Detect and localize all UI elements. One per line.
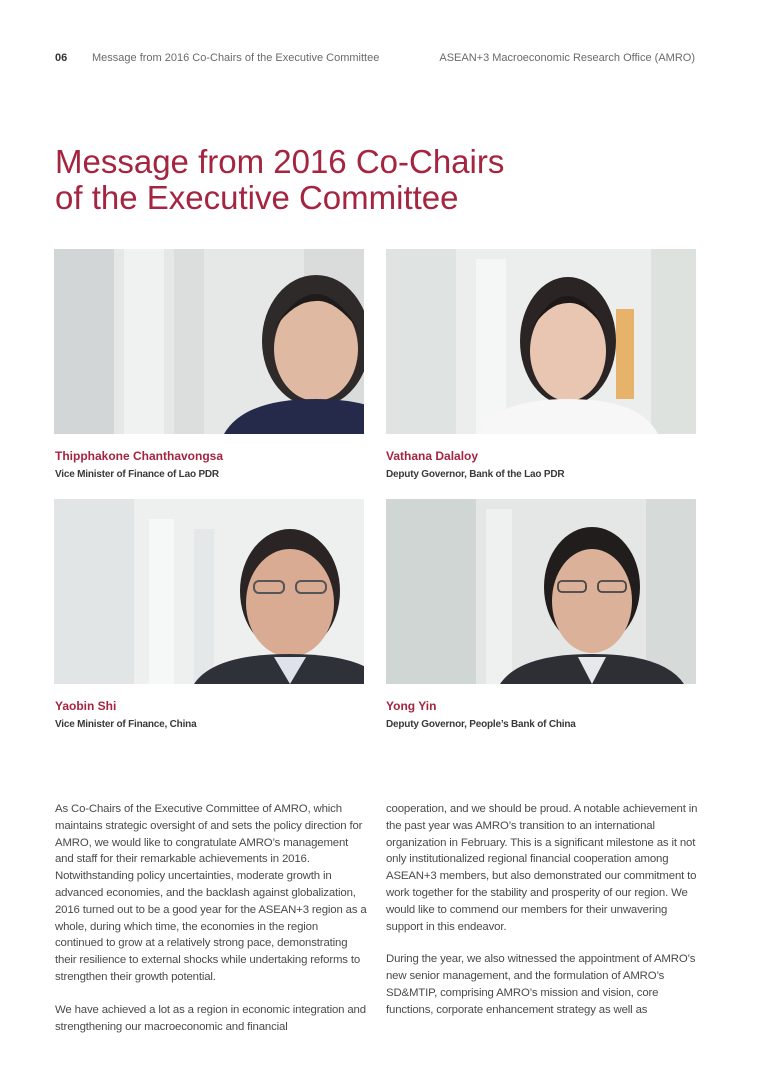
- person-role-1: Vice Minister of Finance of Lao PDR: [55, 469, 219, 480]
- person-name-2: Vathana Dalaloy: [386, 449, 479, 463]
- person-name-1: Thipphakone Chanthavongsa: [55, 449, 224, 463]
- page-number: 06: [55, 52, 68, 64]
- page-title: [55, 144, 655, 216]
- person-name-3: Yaobin Shi: [55, 699, 117, 713]
- paragraph: We have achieved a lot as a region in economic integration and strengthening our macroeconomic and financial: [55, 1003, 366, 1033]
- paragraph: cooperation, and we should be proud. A notable achievement in the past year was AMRO’s transition to an international organization in February. This is a significant milestone as it not only institutionalized regional financial cooperation among ASEAN+3 members, but also demonstrated our commitment to work together for the stability and prosperity of our region. We would like to commend our members for their unwavering support in this endeavor.: [386, 803, 698, 933]
- page-title-line-2: of the Executive Committee: [55, 179, 459, 216]
- portrait-vathana: [386, 249, 696, 434]
- body-column-left: [55, 801, 367, 1051]
- running-title: Message from 2016 Co-Chairs of the Executive Committee: [92, 52, 380, 64]
- paragraph: As Co-Chairs of the Executive Committee of AMRO, which maintains strategic oversight of and sets the policy direction for AMRO, we would like to congratulate AMRO’s management and staff for their remarkable achievements in 2016. Notwithstanding policy uncertainties, moderate growth in advanced economies, and the backlash against globalization, 2016 turned out to be a good year for the ASEAN+3 region as a whole, during which time, the economies in the region continued to grow at a relatively strong pace, demonstrating their resilience to external shocks while undertaking reforms to strengthen their growth potential.: [55, 803, 367, 983]
- portrait-yaobin: [54, 499, 364, 684]
- person-role-2: Deputy Governor, Bank of the Lao PDR: [386, 469, 565, 480]
- paragraph: During the year, we also witnessed the appointment of AMRO’s new senior management, and the formulation of AMRO’s SD&MTIP, comprising AMRO’s mission and vision, core functions, corporate enhancement strategy as well as: [386, 953, 696, 1016]
- organization-name: ASEAN+3 Macroeconomic Research Office (AMRO): [439, 52, 695, 64]
- person-role-4: Deputy Governor, People’s Bank of China: [386, 719, 576, 730]
- page-header: [55, 52, 695, 68]
- page-title-line-1: Message from 2016 Co-Chairs: [55, 143, 505, 180]
- person-role-3: Vice Minister of Finance, China: [55, 719, 197, 730]
- person-name-4: Yong Yin: [386, 699, 437, 713]
- portrait-thipphakone: [54, 249, 364, 434]
- portrait-yong-yin: [386, 499, 696, 684]
- body-column-right: [386, 801, 698, 1035]
